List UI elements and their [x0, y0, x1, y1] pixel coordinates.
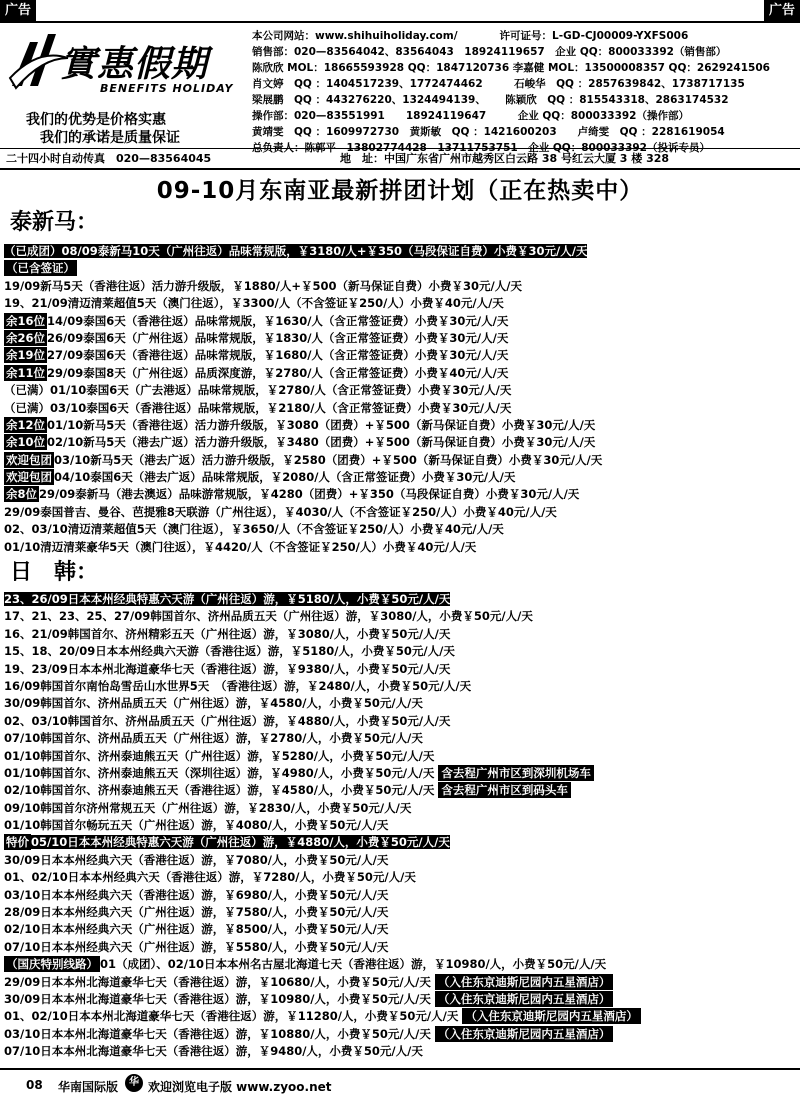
- tour-description: 28/09日本本州经典六天（广州往返）游，￥7580/人，小费￥50元/人/天: [4, 905, 389, 920]
- tour-description: 16、21/09韩国首尔、济州精彩五天（广州往返）游，￥3080/人，小费￥50元/人/天: [4, 626, 451, 641]
- tour-description: 14/09泰国6天（香港往返）品味常规版，￥1630/人（含正常签证费）小费￥30元/人/天: [47, 313, 509, 328]
- availability-tag: 余16位: [6, 313, 46, 328]
- tour-description: 23、26/09日本本州经典特惠六天游（广州往返）游，￥5180/人，小费￥50元/人/天: [4, 592, 451, 606]
- availability-tag: 欢迎包团: [6, 470, 52, 485]
- availability-tag: 余10位: [6, 435, 46, 450]
- publication-name: 华南国际版: [58, 1080, 119, 1094]
- tour-row: [4, 974, 798, 991]
- tour-description: 01（成团）、02/10日本本州名古屋北海道七天（香港往返）游，￥10980/人，小费￥50元/人/天: [100, 957, 607, 972]
- tour-list-japan-korea: [4, 591, 798, 1061]
- tour-row: [4, 678, 798, 695]
- tour-row: [4, 400, 798, 417]
- tour-row: [4, 539, 798, 556]
- availability-tag: （国庆特别线路）: [6, 957, 98, 972]
- page-number: 08: [26, 1078, 43, 1092]
- slogan-line-2: 我们的承诺是质量保证: [40, 130, 180, 146]
- tour-description: 02、03/10韩国首尔、济州品质五天（广州往返）游，￥4880/人，小费￥50元/人/天: [4, 713, 451, 728]
- tour-row: [4, 643, 798, 660]
- tour-row: [4, 452, 798, 469]
- availability-tag: 特价: [6, 835, 29, 850]
- tour-note: （入住东京迪斯尼园内五星酒店）: [435, 974, 614, 990]
- availability-tag: 余8位: [6, 487, 38, 502]
- top-rule: [0, 21, 800, 23]
- tour-description: 15、18、20/09日本本州经典六天游（香港往返）游，￥5180/人，小费￥50元/人/天: [4, 644, 455, 659]
- availability-tag: 余12位: [6, 417, 46, 432]
- contact-line: 操作部：020—83551991 18924119647 企业 QQ：800033392（操作部）: [252, 110, 689, 122]
- tour-description: 19、23/09日本本州北海道豪华七天（香港往返）游，￥9380/人，小费￥50元/人/天: [4, 661, 451, 676]
- tour-description: 30/09日本本州北海道豪华七天（香港往返）游，￥10980/人，小费￥50元/人/天: [4, 991, 431, 1006]
- tour-row: [4, 278, 798, 295]
- tour-description: 03/10新马5天（港去广返）活力游升级版，￥2580（团费）+￥500（新马保证自费）小费￥30元/人/天: [54, 452, 603, 467]
- tour-description: 27/09泰国6天（香港往返）品味常规版，￥1680/人（含正常签证费）小费￥30元/人/天: [47, 348, 509, 363]
- section-title-japan-korea: 日 韩：: [10, 560, 99, 585]
- tour-description: 01/10韩国首尔畅玩五天（广州往返）游，￥4080/人，小费￥50元/人/天: [4, 818, 389, 833]
- tour-row: [4, 713, 798, 730]
- availability-tag: 余11位: [6, 365, 46, 380]
- tour-row: [4, 591, 798, 608]
- tour-row: [4, 661, 798, 678]
- contact-line: 销售部：020—83564042、83564043 18924119657 企业 QQ：800033392（销售部）: [252, 46, 727, 58]
- slogan-line-1: 我们的优势是价格实惠: [26, 112, 166, 128]
- tour-row: [4, 817, 798, 834]
- tour-description: 02/10韩国首尔、济州泰迪熊五天（香港往返）游，￥4580/人，小费￥50元/人/天: [4, 783, 435, 798]
- tour-row: [4, 852, 798, 869]
- tour-row: [4, 260, 798, 277]
- ad-label-left: 广告: [0, 0, 36, 21]
- tour-description: 19/09新马5天（香港往返）活力游升级版，￥1880/人+￥500（新马保证自费）小费￥30元/人/天: [4, 278, 522, 293]
- availability-tag: 欢迎包团: [6, 452, 52, 467]
- website-link[interactable]: 欢迎浏览电子版 www.zyoo.net: [148, 1080, 332, 1094]
- tour-note: （入住东京迪斯尼园内五星酒店）: [435, 1026, 614, 1042]
- section-title-thailand-singapore-malaysia: 泰新马：: [10, 210, 99, 235]
- tour-list-southeast-asia: [4, 243, 798, 556]
- fax-number: 二十四小时自动传真 020—83564045: [6, 152, 212, 165]
- tour-description: 03/10日本本州北海道豪华七天（香港往返）游，￥10880/人，小费￥50元/人/天: [4, 1026, 431, 1041]
- tour-row: [4, 748, 798, 765]
- tour-description: 07/10日本本州经典六天（广州往返）游，￥5580/人，小费￥50元/人/天: [4, 939, 389, 954]
- tour-row: [4, 243, 798, 260]
- logo-english: BENEFITS HOLIDAY: [100, 82, 234, 95]
- tour-row: [4, 991, 798, 1008]
- tour-row: [4, 782, 798, 799]
- tour-row: [4, 417, 798, 434]
- tour-description: 17、21、23、25、27/09韩国首尔、济州品质五天（广州往返）游，￥3080/人，小费￥50元/人/天: [4, 609, 533, 624]
- tour-description: 16/09韩国首尔南怡岛雪岳山水世界5天 （香港往返）游，￥2480/人，小费￥50元/人/天: [4, 678, 472, 693]
- tour-row: [4, 486, 798, 503]
- tour-row: [4, 904, 798, 921]
- tour-row: [4, 1026, 798, 1043]
- tour-description: 09/10韩国首尔济州常规五天（广州往返）游，￥2830/人，小费￥50元/人/天: [4, 800, 412, 815]
- tour-description: 02/10日本本州经典六天（广州往返）游，￥8500/人，小费￥50元/人/天: [4, 922, 389, 937]
- contact-line: 梁展鹏 QQ ：443276220、1324494139、 陈颖欣 QQ ：815543318、2863174532: [252, 94, 729, 106]
- tour-row: [4, 313, 798, 330]
- tour-description: 04/10泰国6天（港去广返）品味常规版，￥2080/人（含正常签证费）小费￥30元/人/天: [54, 470, 516, 485]
- tour-row: [4, 347, 798, 364]
- tour-row: [4, 504, 798, 521]
- tour-row: [4, 730, 798, 747]
- tour-description: 26/09泰国6天（广州往返）品味常规版，￥1830/人（含正常签证费）小费￥30元/人/天: [47, 330, 509, 345]
- company-logo: [8, 28, 240, 104]
- tour-description: 01/10韩国首尔、济州泰迪熊五天（广州往返）游，￥5280/人，小费￥50元/人/天: [4, 748, 435, 763]
- tour-note: 含去程广州市区到码头车: [438, 782, 571, 798]
- availability-tag: 余26位: [6, 330, 46, 345]
- logo-chinese: 實惠假期: [60, 43, 209, 85]
- tour-description: 01、02/10日本本州北海道豪华七天（香港往返）游，￥11280/人，小费￥50元/人/天: [4, 1009, 459, 1024]
- tour-description: 01、02/10日本本州经典六天（香港往返）游，￥7280/人，小费￥50元/人/天: [4, 870, 416, 885]
- tour-description: 01/10清迈清莱豪华5天（澳门往返），￥4420/人（不含签证￥250/人）小费￥40元/人/天: [4, 539, 477, 554]
- tour-description: （已满）01/10泰国6天（广去港返）品味常规版，￥2780/人（含正常签证费）小费￥30元/人/天: [4, 383, 512, 398]
- tour-description: （已成团）08/09泰新马10天（广州往返）品味常规版，￥3180/人+￥350（马段保证自费）小费￥30元/人/天: [4, 244, 588, 258]
- tour-description: 29/09泰新马（港去澳返）品味游常规版，￥4280（团费）+￥350（马段保证自费）小费￥30元/人/天: [39, 487, 580, 502]
- tour-description: 02/10新马5天（港去广返）活力游升级版，￥3480（团费）+￥500（新马保证自费）小费￥30元/人/天: [47, 435, 596, 450]
- tour-note: （入住东京迪斯尼园内五星酒店）: [435, 991, 614, 1007]
- contact-line: 总负责人：陈郭平 13802774428 13711753751 企业 QQ：800033392（投诉专员）: [252, 142, 710, 154]
- tour-row: [4, 295, 798, 312]
- tour-description: 30/09韩国首尔、济州品质五天（广州往返）游，￥4580/人，小费￥50元/人/天: [4, 696, 423, 711]
- tour-row: [4, 608, 798, 625]
- contact-line: 本公司网站：www.shihuiholiday.com/ 许可证号：L-GD-CJ00009-YXFS006: [252, 30, 689, 42]
- tour-row: [4, 921, 798, 938]
- tour-note: （入住东京迪斯尼园内五星酒店）: [462, 1008, 641, 1024]
- contact-block: [252, 28, 798, 156]
- tour-note: 含去程广州市区到深圳机场车: [438, 765, 594, 781]
- contact-line: 肖文婷 QQ ：1404517239、1772474462 石峻华 QQ ：2857639842、1738717135: [252, 78, 745, 90]
- tour-description: 05/10日本本州经典特惠六天游（广州往返）游，￥4880/人，小费￥50元/人/天: [31, 835, 450, 850]
- tour-row: [4, 1043, 798, 1060]
- tour-description: 07/10日本本州北海道豪华七天（香港往返）游，￥9480/人，小费￥50元/人/天: [4, 1044, 423, 1059]
- tour-row: [4, 1008, 798, 1025]
- tour-row: [4, 434, 798, 451]
- tour-row: [4, 469, 798, 486]
- tour-description: 07/10韩国首尔、济州品质五天（广州往返）游，￥2780/人，小费￥50元/人/天: [4, 731, 423, 746]
- tour-row: [4, 939, 798, 956]
- tour-row: [4, 521, 798, 538]
- info-bar: [0, 148, 800, 170]
- ad-label-right: 广告: [764, 0, 800, 21]
- availability-tag: 余19位: [6, 348, 46, 363]
- availability-tag: （已含签证）: [6, 261, 75, 276]
- tour-description: 29/09泰国8天（广州往返）品质深度游，￥2780/人（含正常签证费）小费￥40元/人/天: [47, 365, 509, 380]
- contact-line: 陈欣欣 MOL：18665593928 QQ：1847120736 李嘉健 MOL：13500008357 QQ：2629241506: [252, 62, 770, 74]
- contact-line: 黄靖雯 QQ ：1609972730 黄斯敏 QQ ：1421600203 卢绮雯 QQ ：2281619054: [252, 126, 725, 138]
- tour-description: 03/10日本本州经典六天（香港往返）游，￥6980/人，小费￥50元/人/天: [4, 887, 389, 902]
- tour-row: [4, 365, 798, 382]
- page-title: 09-10月东南亚最新拼团计划（正在热卖中）: [156, 178, 644, 204]
- tour-description: 19、21/09清迈清莱超值5天（澳门往返），￥3300/人（不含签证￥250/人）小费￥40元/人/天: [4, 296, 504, 311]
- tour-description: 01/10韩国首尔、济州泰迪熊五天（深圳往返）游，￥4980/人，小费￥50元/人/天: [4, 765, 435, 780]
- tour-description: 29/09泰国普吉、曼谷、芭提雅8天联游（广州往返），￥4030/人（不含签证￥250/人）小费￥40元/人/天: [4, 504, 557, 519]
- tour-row: [4, 887, 798, 904]
- tour-description: 01/10新马5天（香港往返）活力游升级版，￥3080（团费）+￥500（新马保证自费）小费￥30元/人/天: [47, 417, 596, 432]
- tour-row: [4, 695, 798, 712]
- tour-row: [4, 382, 798, 399]
- tour-row: [4, 800, 798, 817]
- publication-badge-icon: 华: [125, 1074, 143, 1092]
- tour-description: 30/09日本本州经典六天（香港往返）游，￥7080/人，小费￥50元/人/天: [4, 852, 389, 867]
- tour-row: [4, 626, 798, 643]
- tour-description: 02、03/10清迈清莱超值5天（澳门往返），￥3650/人（不含签证￥250/人）小费￥40元/人/天: [4, 522, 504, 537]
- company-address: 地 址：中国广东省广州市越秀区白云路 38 号红云大厦 3 楼 328: [340, 152, 670, 165]
- tour-description: （已满）03/10泰国6天（香港往返）品味常规版，￥2180/人（含正常签证费）小费￥30元/人/天: [4, 400, 512, 415]
- tour-row: [4, 869, 798, 886]
- tour-row: [4, 330, 798, 347]
- tour-row: [4, 765, 798, 782]
- tour-description: 29/09日本本州北海道豪华七天（香港往返）游，￥10680/人，小费￥50元/人/天: [4, 974, 431, 989]
- tour-row: [4, 834, 798, 851]
- page-footer: [0, 1068, 800, 1098]
- tour-row: [4, 956, 798, 973]
